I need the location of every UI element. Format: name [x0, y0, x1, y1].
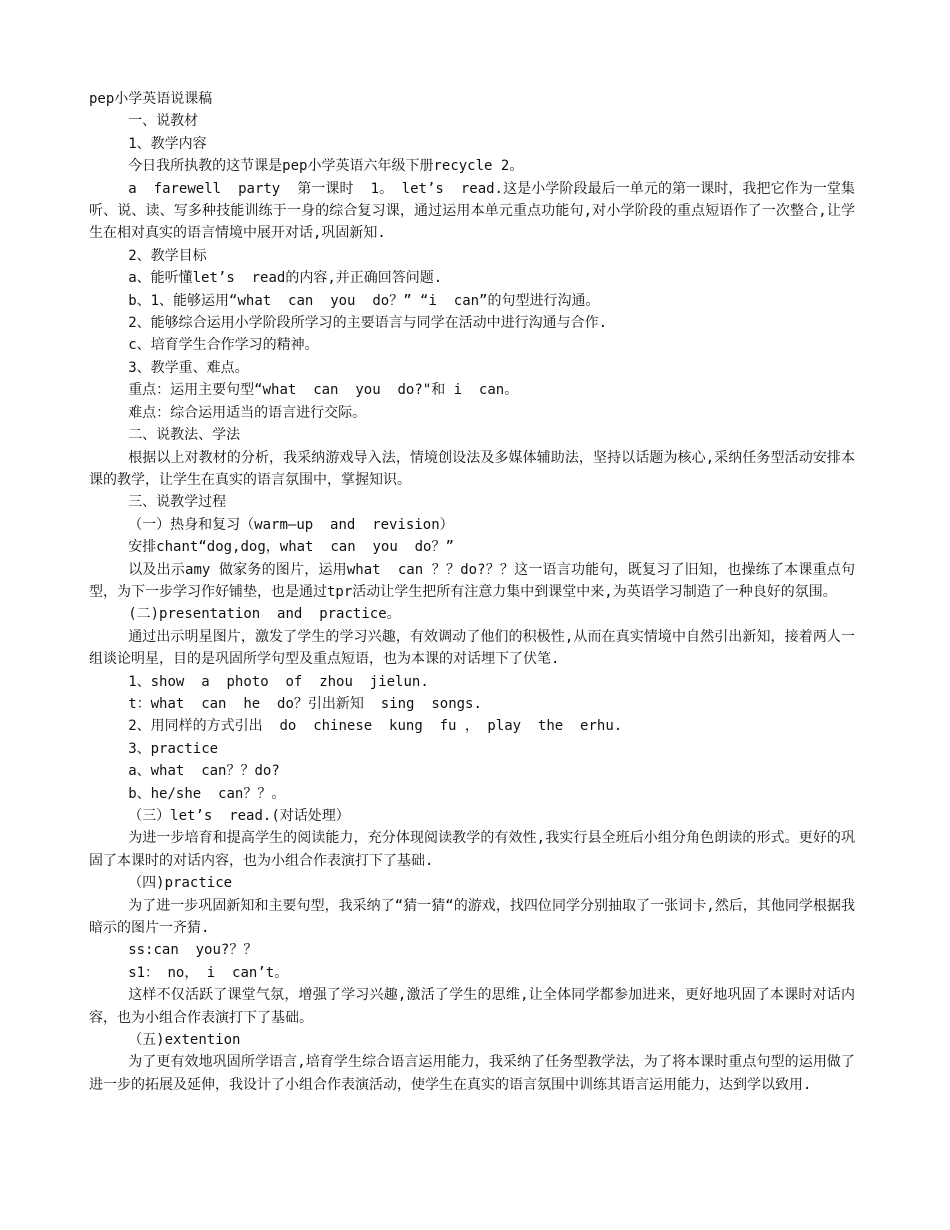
paragraph: ss:can you?？？	[128, 942, 258, 959]
paragraph: 重点：运用主要句型“what can you do?"和 i can。	[128, 382, 519, 399]
paragraph: 2、用同样的方式引出 do chinese kung fu ， play the erhu.	[128, 718, 623, 735]
paragraph: 1、教学内容	[128, 135, 207, 152]
paragraph: t：what can he do？引出新知 sing songs.	[128, 695, 482, 712]
paragraph: b、he/she can？？。	[128, 785, 286, 802]
paragraph: 2、教学目标	[128, 247, 207, 264]
document-title: pep小学英语说课稿	[89, 91, 213, 107]
document-body	[89, 110, 855, 1096]
paragraph: b、1、能够运用“what can you do？” “i can”的句型进行沟通。	[128, 292, 600, 309]
paragraph: s1： no， i can’t。	[128, 964, 289, 981]
paragraph: 2、能够综合运用小学阶段所学习的主要语言与同学在活动中进行沟通与合作.	[128, 315, 608, 332]
paragraph: 根据以上对教材的分析，我采纳游戏导入法，情境创设法及多媒体辅助法，坚持以话题为核心,采纳任务型活动安排本课的教学，让学生在真实的语言氛围中，掌握知识。	[89, 449, 855, 488]
paragraph: （五)extention	[128, 1032, 241, 1049]
paragraph: 今日我所执教的这节课是pep小学英语六年级下册recycle 2。	[128, 158, 524, 175]
paragraph: 以及出示amy 做家务的图片，运用what can ？？do?？？这一语言功能句，既复习了旧知，也操练了本课重点句型，为下一步学习作好铺垫，也是通过tpr活动让学生把所有注意力集中到课堂中来,为英语学习制造了一种良好的氛围。	[89, 561, 855, 600]
paragraph: a、what can？？do?	[128, 763, 280, 780]
paragraph: 一、说教材	[128, 113, 199, 130]
paragraph: 三、说教学过程	[128, 494, 227, 511]
paragraph: a farewell party 第一课时 1。 let’s read.这是小学阶段最后一单元的第一课时，我把它作为一堂集听、说、读、写多种技能训练于一身的综合复习课，通过运用本单元重点功能句,对小学阶段的重点短语作了一次整合,让学生在相对真实的语言情境中展开对话,巩固新知.	[89, 180, 855, 242]
paragraph: a、能听懂let’s read的内容,并正确回答问题.	[128, 270, 443, 287]
paragraph: 1、show a photo of zhou jielun.	[128, 673, 429, 690]
paragraph: 为了更有效地巩固所学语言,培育学生综合语言运用能力，我采纳了任务型教学法，为了将本课时重点句型的运用做了进一步的拓展及延伸，我设计了小组合作表演活动，使学生在真实的语言氛围中训练其语言运用能力，达到学以致用.	[89, 1054, 855, 1093]
paragraph: 难点：综合运用适当的语言进行交际。	[128, 404, 367, 421]
paragraph: （三）let’s read.(对话处理）	[128, 808, 350, 824]
paragraph: 二、说教法、学法	[128, 427, 241, 444]
paragraph: c、培育学生合作学习的精神。	[128, 337, 319, 354]
paragraph: （一）热身和复习（warm—up and revision）	[128, 516, 454, 533]
paragraph: 安排chant“dog,dog，what can you do？”	[128, 539, 454, 556]
paragraph: 3、教学重、难点。	[128, 359, 249, 376]
paragraph: 通过出示明星图片，激发了学生的学习兴趣，有效调动了他们的积极性,从而在真实情境中自然引出新知，接着两人一组谈论明星，目的是巩固所学句型及重点短语，也为本课的对话埋下了伏笔.	[89, 628, 855, 668]
paragraph: 为了进一步巩固新知和主要句型，我采纳了“猜一猜“的游戏，找四位同学分别抽取了一张词卡,然后，其他同学根据我暗示的图片一齐猜.	[89, 897, 855, 937]
paragraph: (二)presentation and practice。	[128, 606, 401, 623]
paragraph: 为进一步培育和提高学生的阅读能力，充分体现阅读教学的有效性,我实行县全班后小组分角色朗读的形式。更好的巩固了本课时的对话内容，也为小组合作表演打下了基础.	[89, 830, 855, 869]
paragraph: 3、practice	[128, 740, 219, 757]
paragraph: 这样不仅活跃了课堂气氛，增强了学习兴趣,激活了学生的思维,让全体同学都参加进来，更好地巩固了本课时对话内容，也为小组合作表演打下了基础。	[89, 987, 855, 1026]
paragraph: （四)practice	[128, 875, 233, 892]
